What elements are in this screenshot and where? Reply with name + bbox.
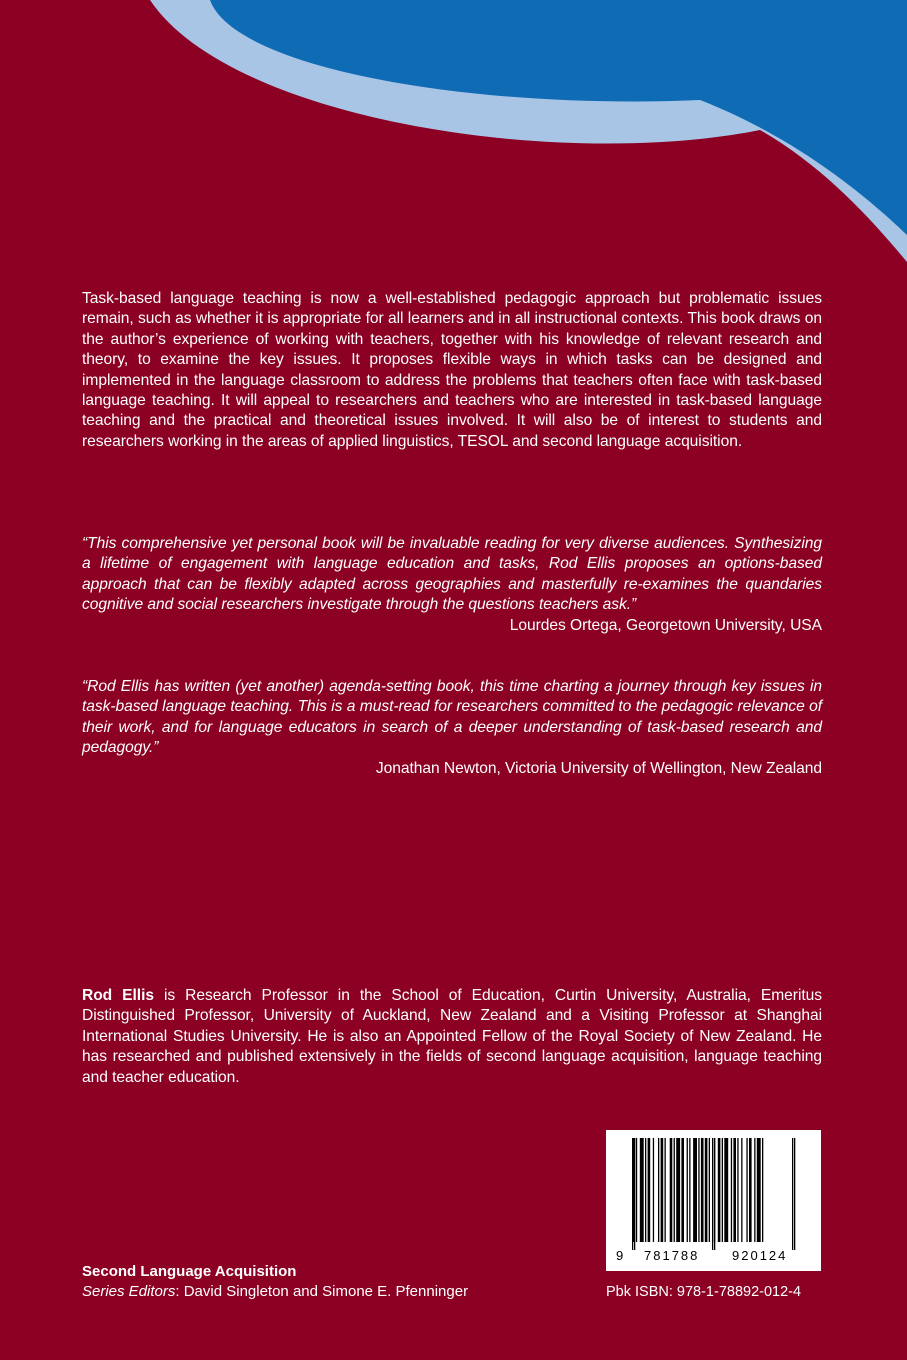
quote-attribution: Jonathan Newton, Victoria University of Wellington, New Zealand bbox=[375, 759, 822, 777]
barcode-bar bbox=[661, 1138, 664, 1242]
barcode-bar bbox=[645, 1138, 646, 1242]
book-description: Task-based language teaching is now a well-established pedagogic approach but problematic issues remain, such as whether it is appropriate for all learners and in all instructional contexts. This book draws on the author’s experience of working with teachers, together with his knowledge of relevant research and theory, to examine the key issues. It proposes flexible ways in which tasks can be designed and implemented in the language classroom to address the problems that teachers often face with task-based language teaching. It will appeal to researchers and teachers who are interested in task-based language teaching and the practical and theoretical issues involved. It will also be of interest to students and researchers working in the areas of applied linguistics, TESOL and second language acquisition. bbox=[82, 290, 822, 450]
barcode-bar bbox=[693, 1138, 697, 1242]
barcode-bar bbox=[665, 1138, 666, 1242]
barcode-bar bbox=[653, 1138, 654, 1242]
barcode-bar bbox=[724, 1138, 728, 1242]
barcode-bar bbox=[733, 1138, 736, 1242]
barcode-guard-bar bbox=[714, 1138, 715, 1250]
barcode-bar bbox=[689, 1138, 690, 1242]
author-bio bbox=[82, 986, 822, 1088]
barcode-bar bbox=[749, 1138, 752, 1242]
barcode-bar bbox=[754, 1138, 755, 1242]
quote-text: “This comprehensive yet personal book will be invaluable reading for very diverse audiences. Synthesizing a lifetime of engagement with language education and tasks, Rod Ellis proposes an options-based approach that can be flexibly adapted across geographies and masterfully re-examines the quandaries cognitive and social researchers investigate through the questions teachers ask.” bbox=[82, 535, 822, 614]
cover-swoosh-graphic bbox=[0, 0, 907, 280]
barcode-bar bbox=[737, 1138, 738, 1242]
barcode-bar bbox=[762, 1138, 763, 1242]
barcode-bar bbox=[648, 1138, 651, 1242]
barcode-guard-bar bbox=[632, 1138, 633, 1250]
barcode-bar bbox=[681, 1138, 684, 1242]
author-name: Rod Ellis bbox=[82, 987, 154, 1004]
barcode-bar bbox=[636, 1138, 637, 1242]
barcode-bar bbox=[701, 1138, 704, 1242]
barcode-bar bbox=[670, 1138, 673, 1242]
isbn: Pbk ISBN: 978-1-78892-012-4 bbox=[606, 1284, 802, 1300]
series-info bbox=[82, 1262, 468, 1302]
barcode-bar bbox=[741, 1138, 742, 1242]
barcode-bar bbox=[674, 1138, 675, 1242]
barcode-bar bbox=[718, 1138, 721, 1242]
barcode-bar bbox=[709, 1138, 710, 1242]
barcode-guard-bar bbox=[634, 1138, 635, 1250]
author-bio-text: is Research Professor in the School of Education, Curtin University, Australia, Emeritus Distinguished Professor, University of Auckland, New Zealand and a Visiting Professor at Shanghai International Studies University. He is also an Appointed Fellow of the Royal Society of New Zealand. He has researched and published extensively in the fields of second language acquisition, language teaching and teacher education. bbox=[82, 987, 823, 1086]
barcode-bar bbox=[698, 1138, 699, 1242]
series-editors bbox=[82, 1282, 468, 1302]
barcode-bar bbox=[731, 1138, 732, 1242]
barcode-bar bbox=[640, 1138, 644, 1242]
barcode-bars bbox=[614, 1138, 813, 1263]
barcode-bar bbox=[658, 1138, 659, 1242]
series-title: Second Language Acquisition bbox=[82, 1263, 297, 1280]
barcode-bar bbox=[676, 1138, 680, 1242]
endorsement-quote-2 bbox=[82, 677, 822, 779]
barcode-bar bbox=[722, 1138, 723, 1242]
barcode bbox=[606, 1130, 821, 1271]
barcode-bar bbox=[687, 1138, 688, 1242]
barcode-digit-first: 9 bbox=[616, 1248, 624, 1263]
barcode-guard-bar bbox=[792, 1138, 793, 1250]
barcode-bar bbox=[746, 1138, 747, 1242]
series-editors-label: Series Editors bbox=[82, 1283, 176, 1300]
endorsement-quote-1 bbox=[82, 534, 822, 636]
barcode-bar bbox=[757, 1138, 761, 1242]
quote-attribution: Lourdes Ortega, Georgetown University, USA bbox=[509, 616, 822, 634]
barcode-guard-bar bbox=[794, 1138, 795, 1250]
barcode-bar bbox=[705, 1138, 708, 1242]
barcode-digits-right: 920124 bbox=[732, 1248, 788, 1263]
quote-text: “Rod Ellis has written (yet another) agenda-setting book, this time charting a journey through key issues in task-based language teaching. This is a must-read for researchers committed to the pedagogic relevance of their work, and for language educators in search of a deeper understanding of task-based research and pedagogy.” bbox=[82, 678, 822, 757]
barcode-digits-left: 781788 bbox=[644, 1248, 700, 1263]
series-editors-names: : David Singleton and Simone E. Pfenninger bbox=[175, 1283, 469, 1300]
barcode-guard-bar bbox=[712, 1138, 713, 1250]
